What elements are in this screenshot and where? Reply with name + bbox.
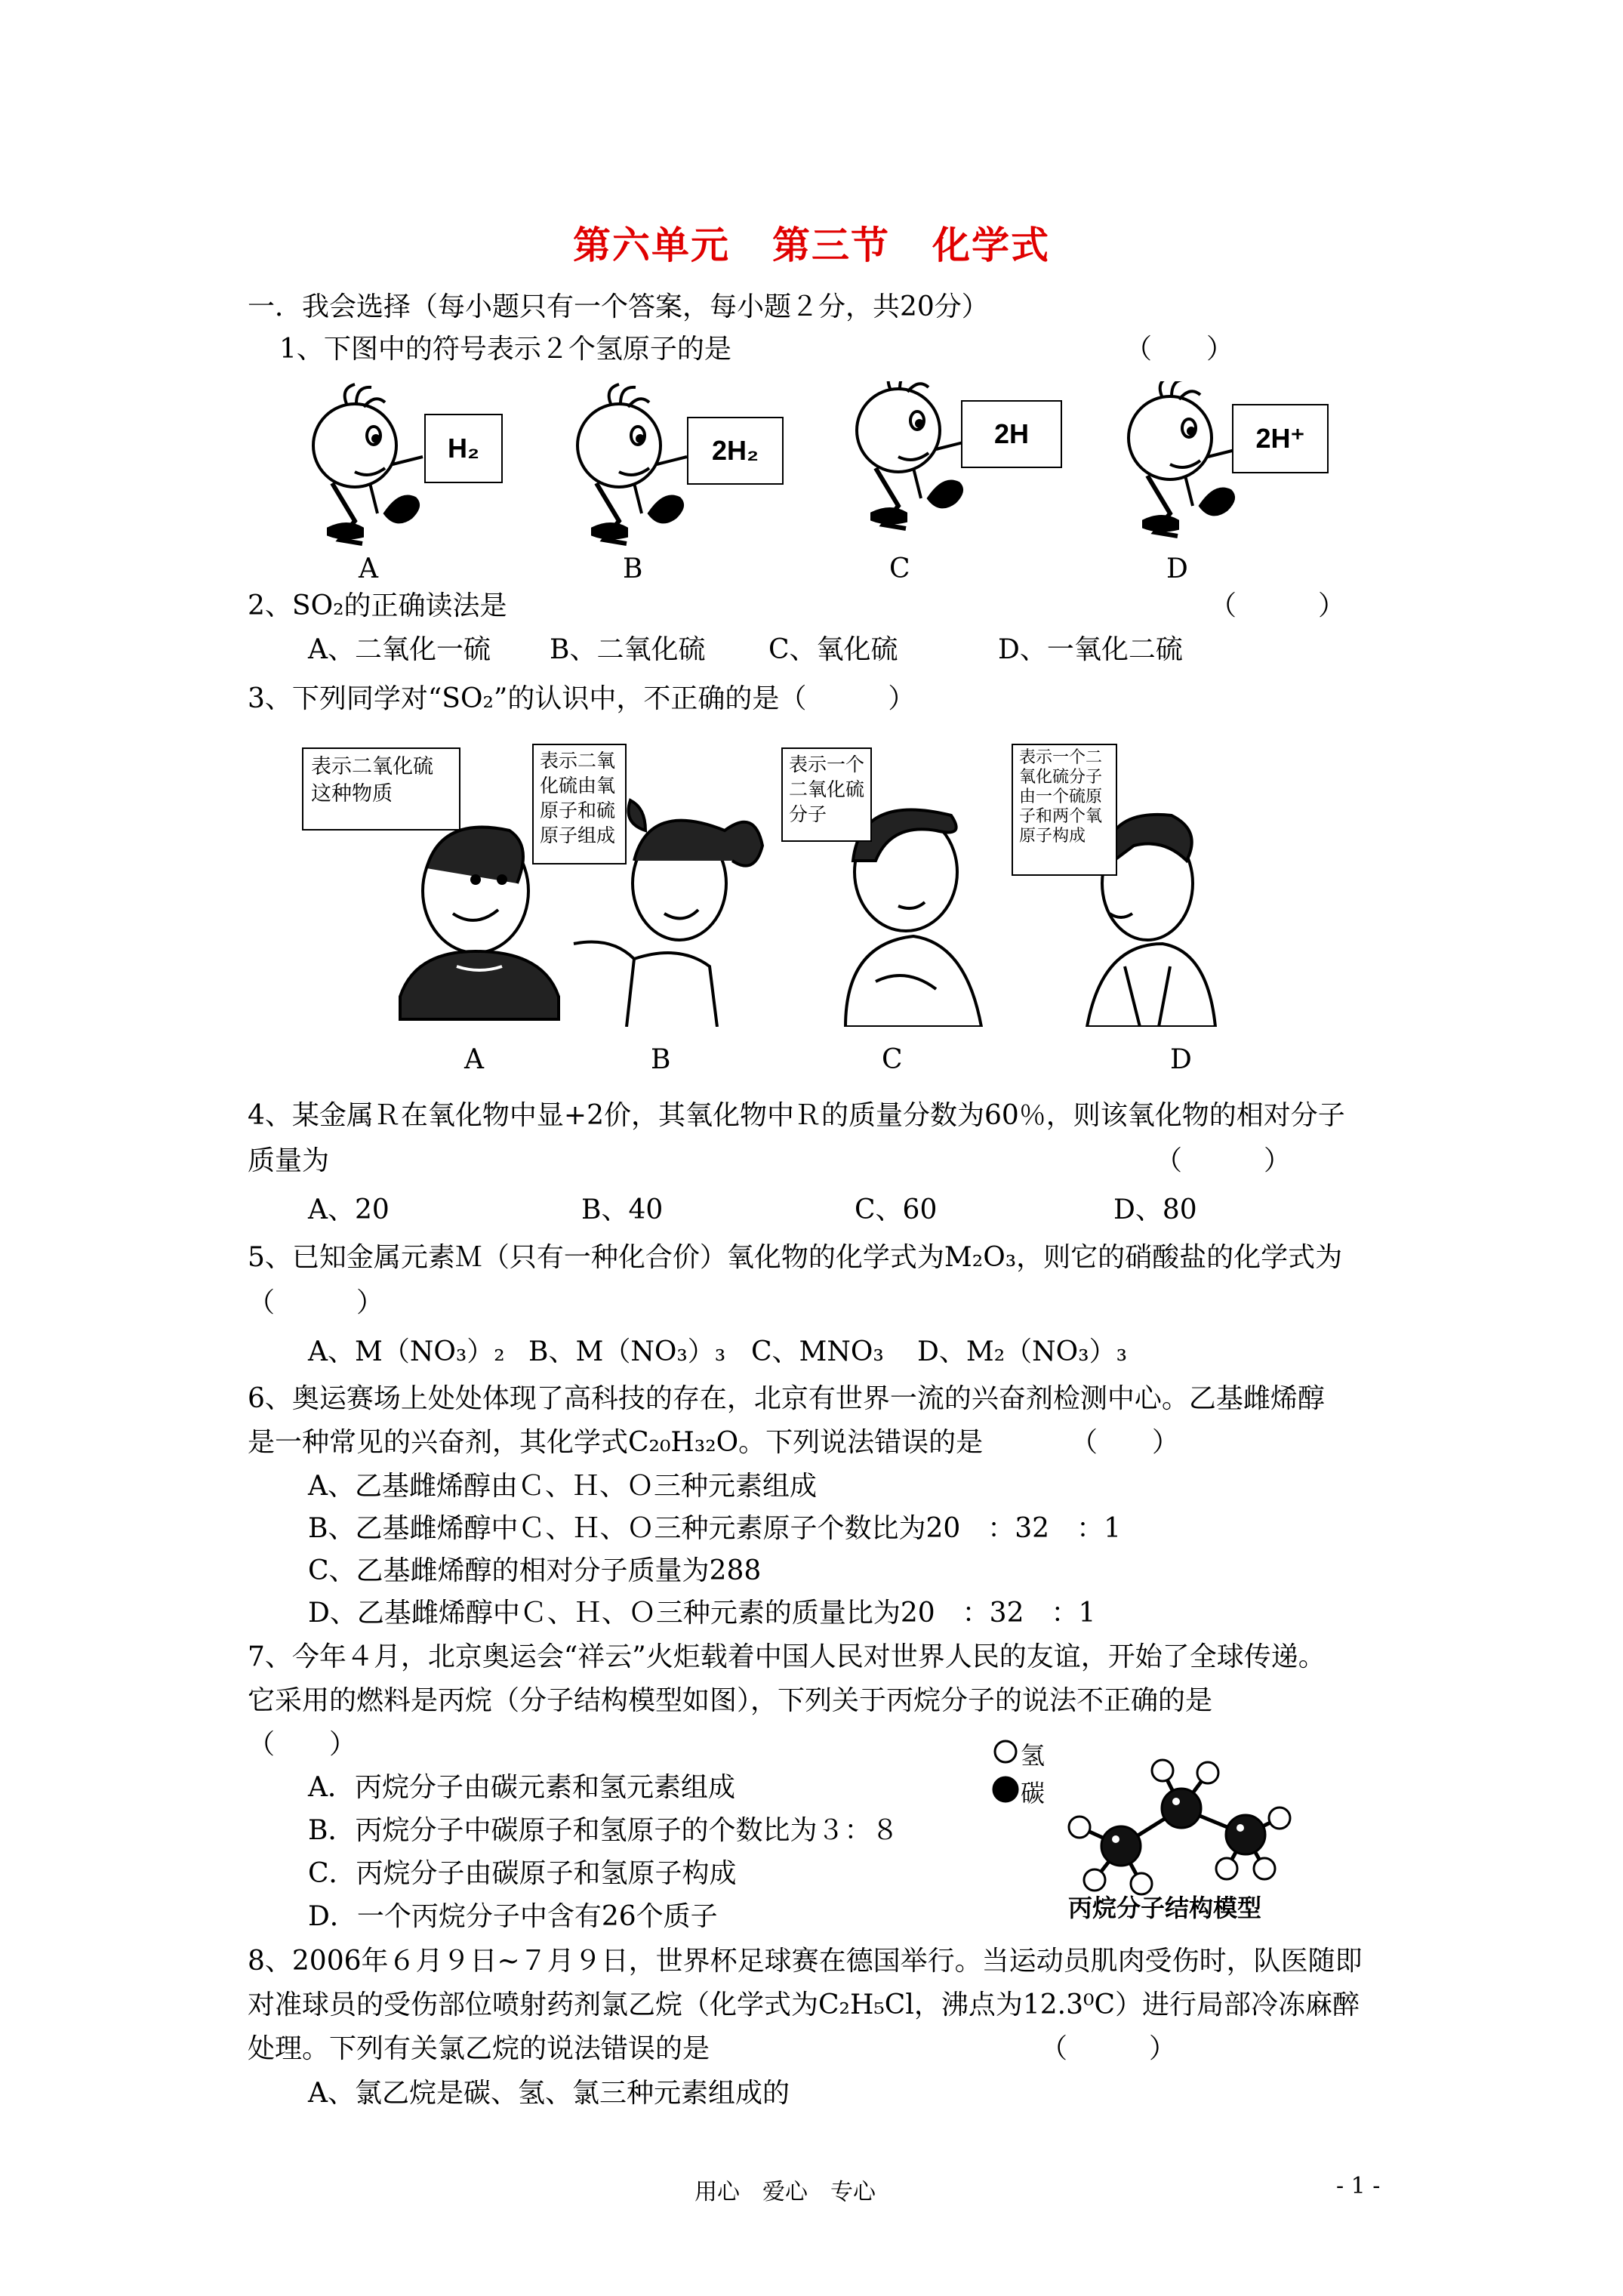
- q4-option-a: A、20: [308, 1194, 390, 1225]
- q5-stem-line2: （ ）: [248, 1287, 384, 1318]
- q4-stem-line2: 质量为: [248, 1145, 330, 1176]
- q3-label-b: B: [651, 1044, 671, 1075]
- q1-label-d: D: [1166, 553, 1188, 584]
- q3-bubble-d: 表示一个二氧化硫分子由一个硫原子和两个氧原子构成: [1012, 744, 1117, 876]
- q3-bubble-a: 表示二氧化硫这种物质: [302, 747, 460, 831]
- q3-bubble-b: 表示二氧化硫由氧原子和硫原子组成: [532, 744, 627, 864]
- q7-stem-line1: 7、今年４月，北京奥运会“祥云”火炬载着中国人民对世界人民的友谊，开始了全球传递。: [248, 1641, 1326, 1672]
- q5-option-c: C、MNO₃: [751, 1336, 884, 1367]
- footer-slogan: 用心 爱心 专心: [694, 2179, 876, 2205]
- legend-carbon-label: 碳: [1021, 1779, 1046, 1808]
- q2-option-a: A、二氧化一硫: [308, 634, 491, 665]
- q7-option-d: D．一个丙烷分子中含有26个质子: [308, 1901, 718, 1932]
- q5-stem-line1: 5、已知金属元素Ｍ（只有一种化合价）氧化物的化学式为M₂O₃，则它的硝酸盐的化学式为: [248, 1242, 1343, 1273]
- q7-stem-line3: （ ）: [248, 1729, 357, 1760]
- q6-stem-line2: 是一种常见的兴奋剂，其化学式C₂₀H₃₂O。下列说法错误的是: [248, 1427, 984, 1458]
- sign-b: 2H₂: [687, 417, 784, 485]
- title-section: 第三节: [772, 223, 890, 267]
- sign-c: 2H: [961, 400, 1062, 468]
- q6-option-a: A、乙基雌烯醇由Ｃ、Ｈ、Ｏ三种元素组成: [308, 1471, 817, 1502]
- section-heading: 一．我会选择（每小题只有一个答案，每小题２分，共20分）: [248, 291, 989, 322]
- q5-option-b: B、M（NO₃）₃: [528, 1336, 726, 1367]
- q1-stem: 1、下图中的符号表示２个氢原子的是: [279, 334, 731, 365]
- q4-option-d: D、80: [1113, 1194, 1197, 1225]
- q4-option-b: B、40: [581, 1194, 664, 1225]
- title-topic: 化学式: [932, 223, 1050, 267]
- q3-label-c: C: [882, 1044, 903, 1075]
- q3-label-d: D: [1170, 1044, 1192, 1075]
- q1-label-b: B: [623, 553, 643, 584]
- q6-stem-line1: 6、奥运赛场上处处体现了高科技的存在，北京有世界一流的兴奋剂检测中心。乙基雌烯醇: [248, 1383, 1325, 1414]
- q6-paren: （ ）: [1070, 1427, 1180, 1458]
- sign-d: 2H⁺: [1232, 404, 1329, 473]
- q7-option-a: A．丙烷分子由碳元素和氢元素组成: [308, 1772, 735, 1803]
- propane-model-caption: 丙烷分子结构模型: [1068, 1894, 1262, 1922]
- q6-option-b: B、乙基雌烯醇中Ｃ、Ｈ、Ｏ三种元素原子个数比为20 ：32 ：1: [308, 1513, 1121, 1544]
- legend-carbon-icon: [993, 1777, 1018, 1801]
- q5-option-a: A、M（NO₃）₂: [308, 1336, 505, 1367]
- legend-hydrogen-icon: [995, 1741, 1016, 1762]
- sign-a: H₂: [424, 414, 503, 483]
- q2-option-d: D、一氧化二硫: [998, 634, 1183, 665]
- q8-stem-line1: 8、2006年６月９日~７月９日，世界杯足球赛在德国举行。当运动员肌肉受伤时，队医随即: [248, 1946, 1363, 1977]
- q8-stem-line2: 对准球员的受伤部位喷射药剂氯乙烷（化学式为C₂H₅Cl，沸点为12.3⁰C）进行局部冷冻麻醉: [248, 1989, 1360, 2020]
- page-title: [0, 215, 1623, 270]
- q6-option-d: D、乙基雌烯醇中Ｃ、Ｈ、Ｏ三种元素的质量比为20 ：32 ：1: [308, 1598, 1096, 1629]
- page-number: - 1 -: [1336, 2173, 1381, 2199]
- q8-stem-line3: 处理。下列有关氯乙烷的说法错误的是: [248, 2033, 710, 2064]
- legend-hydrogen-label: 氢: [1021, 1741, 1046, 1770]
- q4-stem-line1: 4、某金属Ｒ在氧化物中显+2价，其氧化物中Ｒ的质量分数为60％，则该氧化物的相对分子: [248, 1100, 1345, 1131]
- q1-label-a: A: [359, 553, 378, 584]
- q3-bubble-c: 表示一个二氧化硫分子: [781, 747, 872, 842]
- q4-option-c: C、60: [855, 1194, 938, 1225]
- q7-stem-line2: 它采用的燃料是丙烷（分子结构模型如图），下列关于丙烷分子的说法不正确的是: [248, 1685, 1213, 1716]
- q2-stem: 2、SO₂的正确读法是: [248, 590, 507, 621]
- q7-option-b: B．丙烷分子中碳原子和氢原子的个数比为３：８: [308, 1815, 899, 1846]
- q7-option-c: C．丙烷分子由碳原子和氢原子构成: [308, 1858, 737, 1889]
- title-unit: 第六单元: [573, 223, 730, 267]
- q4-paren: （ ）: [1155, 1145, 1292, 1176]
- q5-option-d: D、M₂（NO₃）₃: [917, 1336, 1128, 1367]
- q8-option-a: A、氯乙烷是碳、氢、氯三种元素组成的: [308, 2078, 790, 2109]
- q2-option-c: C、氧化硫: [768, 634, 898, 665]
- q8-paren: （ ）: [1040, 2033, 1177, 2064]
- q1-label-c: C: [889, 553, 910, 584]
- q2-paren: （ ）: [1209, 590, 1346, 621]
- q3-stem: 3、下列同学对“SO₂”的认识中，不正确的是（ ）: [248, 683, 916, 714]
- q3-label-a: A: [464, 1044, 484, 1075]
- q2-option-b: B、二氧化硫: [550, 634, 706, 665]
- q1-paren: （ ）: [1125, 334, 1234, 365]
- q6-option-c: C、乙基雌烯醇的相对分子质量为288: [308, 1555, 762, 1586]
